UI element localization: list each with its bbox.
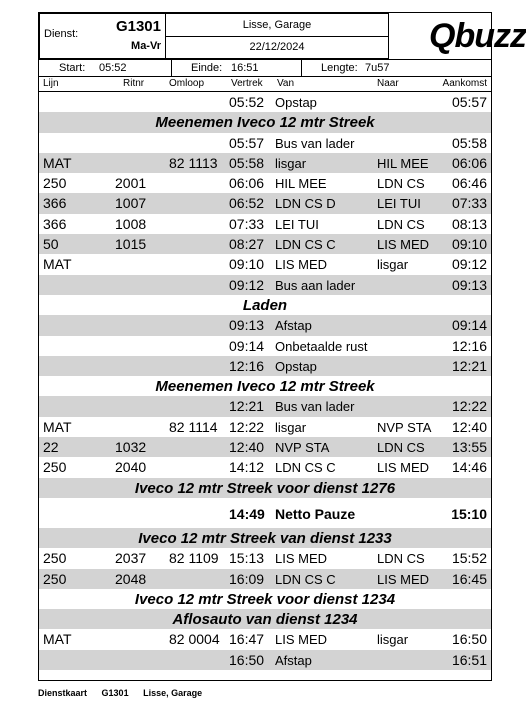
start-label: Start: bbox=[59, 62, 86, 74]
column-headers bbox=[39, 77, 491, 92]
cell-vert: 08:27 bbox=[229, 236, 265, 253]
cell-naar: LDN CS bbox=[377, 176, 425, 192]
cell-aank: 08:13 bbox=[451, 215, 487, 232]
cell-naar: LDN CS bbox=[377, 551, 425, 567]
table-row bbox=[39, 569, 491, 589]
cell-naar: LIS MED bbox=[377, 571, 430, 587]
cell-van: LIS MED bbox=[275, 257, 328, 273]
cell-aank: 12:22 bbox=[451, 398, 487, 415]
cell-naar: LEI TUI bbox=[377, 196, 421, 212]
cell-aank: 09:12 bbox=[451, 256, 487, 273]
cell-aank: 16:51 bbox=[451, 651, 487, 668]
dienst-number: G1301 bbox=[115, 18, 161, 35]
cell-aank: 09:14 bbox=[451, 317, 487, 334]
cell-aank: 07:33 bbox=[451, 195, 487, 212]
cell-vert: 06:06 bbox=[229, 175, 265, 192]
cell-vert: 05:57 bbox=[229, 134, 265, 151]
cell-aank: 06:06 bbox=[451, 154, 487, 171]
section-heading: Aflosauto van dienst 1234 bbox=[39, 609, 491, 629]
qbuzz-logo: Qbuzz bbox=[429, 17, 526, 55]
cell-naar: lisgar bbox=[377, 257, 409, 273]
cell-vert: 16:50 bbox=[229, 651, 265, 668]
date: 22/12/2024 bbox=[249, 41, 305, 53]
cell-aank: 14:46 bbox=[451, 459, 487, 476]
cell-rit: 1015 bbox=[115, 236, 147, 253]
cell-lijn: 22 bbox=[43, 439, 59, 456]
cell-aank: 05:57 bbox=[451, 94, 487, 110]
cell-vert: 05:52 bbox=[229, 94, 265, 110]
cell-lijn: 366 bbox=[43, 195, 67, 212]
cell-aank: 06:46 bbox=[451, 175, 487, 192]
days: Ma-Vr bbox=[131, 40, 161, 52]
cell-van: LDN CS D bbox=[275, 196, 336, 212]
section-heading: Iveco 12 mtr Streek voor dienst 1276 bbox=[39, 478, 491, 498]
cell-aank: 15:10 bbox=[451, 505, 487, 522]
table-row bbox=[39, 133, 491, 153]
table-row bbox=[39, 356, 491, 376]
cell-naar: LIS MED bbox=[377, 237, 430, 253]
cell-rit: 2048 bbox=[115, 570, 147, 587]
col-van: Van bbox=[277, 78, 295, 89]
cell-aank: 05:58 bbox=[451, 134, 487, 151]
section-heading: Laden bbox=[242, 296, 288, 314]
cell-vert: 12:21 bbox=[229, 398, 265, 415]
cell-naar: lisgar bbox=[377, 632, 409, 648]
pause-row bbox=[39, 498, 491, 528]
cell-lijn: MAT bbox=[43, 631, 72, 648]
cell-van: LDN CS C bbox=[275, 571, 336, 587]
cell-lijn: MAT bbox=[43, 154, 72, 171]
cell-vert: 12:22 bbox=[229, 418, 265, 435]
header bbox=[39, 13, 526, 59]
cell-aank: 12:16 bbox=[451, 337, 487, 354]
cell-aank: 09:10 bbox=[451, 236, 487, 253]
cell-lijn: 250 bbox=[43, 175, 67, 192]
cell-aank: 16:50 bbox=[451, 631, 487, 648]
cell-rit: 1008 bbox=[115, 215, 147, 232]
cell-rit: 1007 bbox=[115, 195, 147, 212]
start-value: 05:52 bbox=[99, 62, 127, 74]
cell-van: Bus van lader bbox=[275, 399, 355, 415]
table-row bbox=[39, 629, 491, 649]
lengte-value: 7u57 bbox=[365, 62, 390, 74]
cell-van: LDN CS C bbox=[275, 460, 336, 476]
table-row bbox=[39, 457, 491, 477]
cell-van: Afstap bbox=[275, 318, 312, 334]
cell-vert: 09:13 bbox=[229, 317, 265, 334]
cell-aank: 16:45 bbox=[451, 570, 487, 587]
table-row bbox=[39, 417, 491, 437]
table-row bbox=[39, 193, 491, 213]
trip-table bbox=[39, 92, 491, 670]
cell-aank: 15:52 bbox=[451, 550, 487, 567]
einde-value: 16:51 bbox=[231, 62, 259, 74]
cell-vert: 12:16 bbox=[229, 357, 265, 374]
cell-van: Opstap bbox=[275, 358, 317, 374]
cell-naar: LIS MED bbox=[377, 460, 430, 476]
dienst-box bbox=[39, 13, 166, 59]
date-box bbox=[165, 36, 389, 59]
cell-vert: 05:58 bbox=[229, 154, 265, 171]
cell-lijn: 250 bbox=[43, 570, 67, 587]
table-row bbox=[39, 234, 491, 254]
table-row bbox=[39, 92, 491, 112]
cell-aank: 12:21 bbox=[451, 357, 487, 374]
table-row bbox=[39, 396, 491, 416]
cell-vert: 09:10 bbox=[229, 256, 265, 273]
table-row bbox=[39, 153, 491, 173]
col-ritnr: Ritnr bbox=[123, 78, 145, 89]
lengte-label: Lengte: bbox=[321, 62, 358, 74]
table-row bbox=[39, 548, 491, 568]
duty-card bbox=[38, 12, 526, 681]
cell-vert: 06:52 bbox=[229, 195, 265, 212]
cell-van: LEI TUI bbox=[275, 216, 319, 232]
cell-van: lisgar bbox=[275, 155, 307, 171]
cell-oml: 82 1109 bbox=[169, 550, 219, 567]
cell-van: Bus aan lader bbox=[275, 277, 356, 293]
cell-lijn: 366 bbox=[43, 215, 67, 232]
table-row bbox=[39, 437, 491, 457]
cell-van: Onbetaalde rust bbox=[275, 338, 368, 354]
section-heading: Iveco 12 mtr Streek voor dienst 1234 bbox=[134, 590, 396, 608]
cell-vert: 16:47 bbox=[229, 631, 265, 648]
cell-rit: 2040 bbox=[115, 459, 147, 476]
table-row bbox=[39, 254, 491, 274]
einde-label: Einde: bbox=[191, 62, 223, 74]
cell-lijn: MAT bbox=[43, 418, 72, 435]
cell-vert: 16:09 bbox=[229, 570, 265, 587]
cell-vert: 12:40 bbox=[229, 439, 265, 456]
cell-van: Afstap bbox=[275, 652, 312, 668]
cell-van: lisgar bbox=[275, 419, 307, 435]
divider bbox=[171, 60, 172, 76]
cell-naar: LDN CS bbox=[377, 440, 425, 456]
footer-location: Lisse, Garage bbox=[143, 688, 203, 698]
cell-vert: 09:14 bbox=[229, 337, 265, 354]
cell-van: Opstap bbox=[275, 95, 317, 110]
section-heading: Meenemen Iveco 12 mtr Streek bbox=[39, 112, 491, 132]
cell-van: NVP STA bbox=[275, 440, 330, 456]
divider bbox=[301, 60, 302, 76]
cell-vert: 15:13 bbox=[229, 550, 265, 567]
col-aankomst: Aankomst bbox=[442, 78, 487, 89]
section-heading: Iveco 12 mtr Streek van dienst 1233 bbox=[39, 528, 491, 548]
col-vertrek: Vertrek bbox=[231, 78, 263, 89]
table-row bbox=[39, 336, 491, 356]
cell-vert: 07:33 bbox=[229, 215, 265, 232]
cell-rit: 1032 bbox=[115, 439, 147, 456]
table-row bbox=[39, 650, 491, 670]
cell-lijn: MAT bbox=[43, 256, 72, 273]
col-omloop: Omloop bbox=[169, 78, 205, 89]
cell-vert: 09:12 bbox=[229, 276, 265, 293]
cell-vert: 14:12 bbox=[229, 459, 265, 476]
table-row bbox=[39, 173, 491, 193]
cell-vert: 14:49 bbox=[229, 505, 265, 522]
cell-naar: LDN CS bbox=[377, 216, 425, 232]
cell-aank: 12:40 bbox=[451, 418, 487, 435]
location-box bbox=[165, 13, 389, 37]
location: Lisse, Garage bbox=[242, 19, 312, 31]
cell-lijn: 50 bbox=[43, 236, 59, 253]
cell-rit: 2037 bbox=[115, 550, 147, 567]
cell-naar: NVP STA bbox=[377, 419, 432, 435]
section-heading: Meenemen Iveco 12 mtr Streek bbox=[155, 378, 375, 396]
table-row bbox=[39, 275, 491, 295]
dienst-label: Dienst: bbox=[44, 28, 79, 40]
cell-lijn: 250 bbox=[43, 459, 67, 476]
footer-label: Dienstkaart bbox=[38, 688, 88, 698]
times-row bbox=[39, 59, 491, 77]
cell-van: Bus van lader bbox=[275, 135, 355, 151]
cell-lijn: 250 bbox=[43, 550, 67, 567]
col-naar: Naar bbox=[377, 78, 399, 89]
col-lijn: Lijn bbox=[43, 78, 59, 89]
cell-van: LIS MED bbox=[275, 632, 328, 648]
table-row bbox=[39, 214, 491, 234]
cell-oml: 82 1113 bbox=[169, 154, 218, 171]
cell-oml: 82 1114 bbox=[169, 418, 218, 435]
cell-van: LIS MED bbox=[275, 551, 328, 567]
cell-rit: 2001 bbox=[115, 175, 147, 192]
cell-oml: 82 0004 bbox=[169, 631, 220, 648]
cell-aank: 13:55 bbox=[451, 439, 487, 456]
cell-naar: HIL MEE bbox=[377, 155, 429, 171]
footer bbox=[38, 688, 214, 698]
cell-van: Netto Pauze bbox=[275, 505, 356, 522]
cell-van: LDN CS C bbox=[275, 237, 336, 253]
table-row bbox=[39, 315, 491, 335]
footer-dienst: G1301 bbox=[101, 688, 129, 698]
cell-aank: 09:13 bbox=[451, 276, 487, 293]
cell-van: HIL MEE bbox=[275, 176, 327, 192]
